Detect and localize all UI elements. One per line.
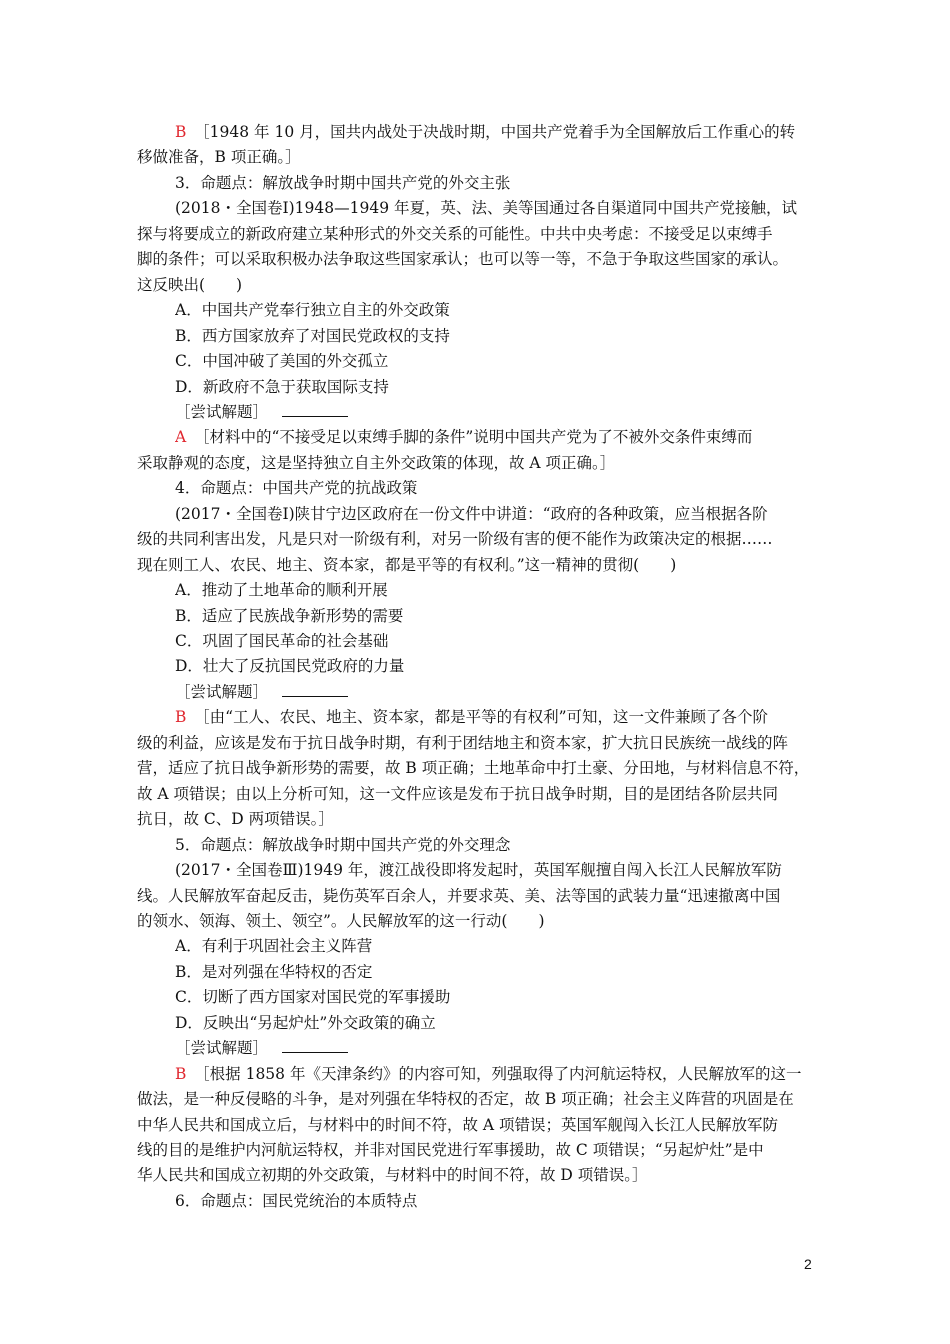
line-text: 3．命题点：解放战争时期中国共产党的外交主张 — [175, 173, 511, 192]
line-text: 6．命题点：国民党统治的本质特点 — [175, 1191, 418, 1210]
answer-letter: B — [175, 123, 187, 141]
line-text: 现在则工人、农民、地主、资本家，都是平等的有权利。”这一精神的贯彻( ) — [137, 555, 677, 574]
line-text: ［尝试解题］ — [175, 402, 269, 421]
text-line — [137, 756, 837, 780]
text-line — [175, 705, 837, 729]
line-text: C．切断了西方国家对国民党的军事援助 — [175, 988, 451, 1007]
text-line — [175, 604, 837, 628]
text-line — [175, 833, 837, 857]
text-line — [137, 909, 837, 933]
answer-blank — [282, 402, 348, 417]
text-line — [137, 527, 837, 551]
text-line — [137, 451, 837, 475]
text-line — [175, 985, 837, 1009]
line-text: 抗日，故 C、D 两项错误。］ — [137, 810, 334, 829]
line-text: 故 A 项错误；由以上分析可知，这一文件应该是发布于抗日战争时期，目的是团结各阶层共同 — [137, 784, 779, 803]
line-text: (2017・全国卷Ⅲ)1949 年，渡江战役即将发起时，英国军舰擅自闯入长江人民解放军防 — [175, 861, 782, 880]
text-line — [137, 807, 837, 831]
text-line — [175, 578, 837, 602]
answer-letter: B — [175, 1064, 187, 1083]
line-text: 线的目的是维护内河航运特权，并非对国民党进行军事援助，故 C 项错误；“另起炉灶”是中 — [137, 1141, 764, 1159]
text-line — [137, 731, 837, 755]
text-line — [175, 1036, 837, 1060]
text-line — [175, 1062, 837, 1086]
text-line — [175, 476, 837, 500]
text-line — [137, 222, 837, 246]
line-text: A．推动了土地革命的顺利开展 — [175, 581, 388, 600]
line-text: 级的共同利害出发，凡是只对一阶级有利，对另一阶级有害的便不能作为政策决定的根据…… — [137, 530, 773, 549]
answer-letter: B — [175, 708, 187, 727]
line-text: A．有利于巩固社会主义阵营 — [175, 937, 373, 956]
text-line — [175, 298, 837, 322]
answer-blank — [282, 682, 348, 697]
line-text: B．是对列强在华特权的否定 — [175, 962, 373, 981]
line-text: 中华人民共和国成立后，与材料中的时间不符，故 A 项错误；英国军舰闯入长江人民解放军防 — [137, 1115, 779, 1134]
text-line — [175, 400, 837, 424]
text-line — [175, 680, 837, 704]
line-text: D．壮大了反抗国民党政府的力量 — [175, 657, 405, 676]
line-text: 探与将要成立的新政府建立某种形式的外交关系的可能性。中共中央考虑：不接受足以束缚手 — [137, 224, 773, 243]
line-text: B．适应了民族战争新形势的需要 — [175, 606, 404, 625]
line-text: 脚的条件；可以采取积极办法争取这些国家承认；也可以等一等，不急于争取这些国家的承认。 — [137, 250, 789, 269]
line-text: C．巩固了国民革命的社会基础 — [175, 632, 389, 650]
text-line — [175, 375, 837, 399]
text-line — [137, 1163, 837, 1187]
line-text: 华人民共和国成立初期的外交政策，与材料中的时间不符，故 D 项错误。］ — [137, 1166, 648, 1185]
line-text: C．中国冲破了美国的外交孤立 — [175, 352, 389, 371]
line-text: B．西方国家放弃了对国民党政权的支持 — [175, 326, 450, 345]
text-line — [137, 884, 837, 908]
text-line — [175, 120, 837, 144]
text-line — [175, 324, 837, 348]
answer-blank — [282, 1038, 348, 1053]
line-text: ［尝试解题］ — [175, 1039, 269, 1058]
text-line — [175, 502, 837, 526]
text-line — [175, 858, 837, 882]
text-line — [175, 629, 837, 653]
page-number: 2 — [804, 1256, 812, 1272]
text-line — [175, 654, 837, 678]
line-text: 4．命题点：中国共产党的抗战政策 — [175, 479, 418, 498]
line-text: ［根据 1858 年《天津条约》的内容可知，列强取得了内河航运特权，人民解放军的这一 — [201, 1064, 802, 1083]
text-line — [137, 553, 837, 577]
text-line — [137, 145, 837, 169]
text-line — [175, 1011, 837, 1035]
line-text: 这反映出( ) — [137, 275, 243, 294]
line-text: D．反映出“另起炉灶”外交政策的确立 — [175, 1013, 436, 1032]
line-text: ［1948 年 10 月，国共内战处于决战时期，中国共产党着手为全国解放后工作重心的转 — [201, 123, 796, 141]
line-text: 营，适应了抗日战争新形势的需要，故 B 项正确；土地革命中打土豪、分田地，与材料信息不符， — [137, 759, 810, 778]
text-line — [175, 171, 837, 195]
line-text: ［材料中的“不接受足以束缚手脚的条件”说明中国共产党为了不被外交条件束缚而 — [201, 428, 753, 447]
text-line — [175, 196, 837, 220]
line-text: ［由“工人、农民、地主、资本家，都是平等的有权利”可知，这一文件兼顾了各个阶 — [201, 708, 769, 727]
text-line — [137, 1113, 837, 1137]
text-line — [137, 1138, 837, 1162]
line-text: ［尝试解题］ — [175, 682, 269, 701]
line-text: 做法，是一种反侵略的斗争，是对列强在华特权的否定，故 B 项正确；社会主义阵营的巩固是在 — [137, 1090, 794, 1109]
line-text: 线。人民解放军奋起反击，毙伤英军百余人，并要求英、美、法等国的武装力量“迅速撤离中国 — [137, 886, 781, 905]
text-line — [175, 425, 837, 449]
line-text: (2018・全国卷Ⅰ)1948—1949 年夏，英、法、美等国通过各自渠道同中国共产党接触，试 — [175, 199, 797, 218]
text-line — [175, 960, 837, 984]
text-line — [137, 273, 837, 297]
text-line — [175, 1189, 837, 1213]
answer-letter: A — [175, 428, 187, 447]
line-text: 级的利益，应该是发布于抗日战争时期，有利于团结地主和资本家，扩大抗日民族统一战线的阵 — [137, 733, 789, 752]
text-line — [175, 349, 837, 373]
line-text: 5．命题点：解放战争时期中国共产党的外交理念 — [175, 835, 511, 854]
line-text: A．中国共产党奉行独立自主的外交政策 — [175, 301, 450, 320]
line-text: 的领水、领海、领土、领空”。人民解放军的这一行动( ) — [137, 911, 545, 930]
text-line — [137, 247, 837, 271]
line-text: 采取静观的态度，这是坚持独立自主外交政策的体现，故 A 项正确。］ — [137, 453, 616, 472]
text-line — [137, 1087, 837, 1111]
line-text: (2017・全国卷Ⅰ)陕甘宁边区政府在一份文件中讲道：“政府的各种政策，应当根据各阶 — [175, 504, 768, 523]
text-line — [137, 782, 837, 806]
line-text: 移做准备，B 项正确。］ — [137, 148, 301, 167]
line-text: D．新政府不急于获取国际支持 — [175, 377, 389, 396]
text-line — [175, 934, 837, 958]
